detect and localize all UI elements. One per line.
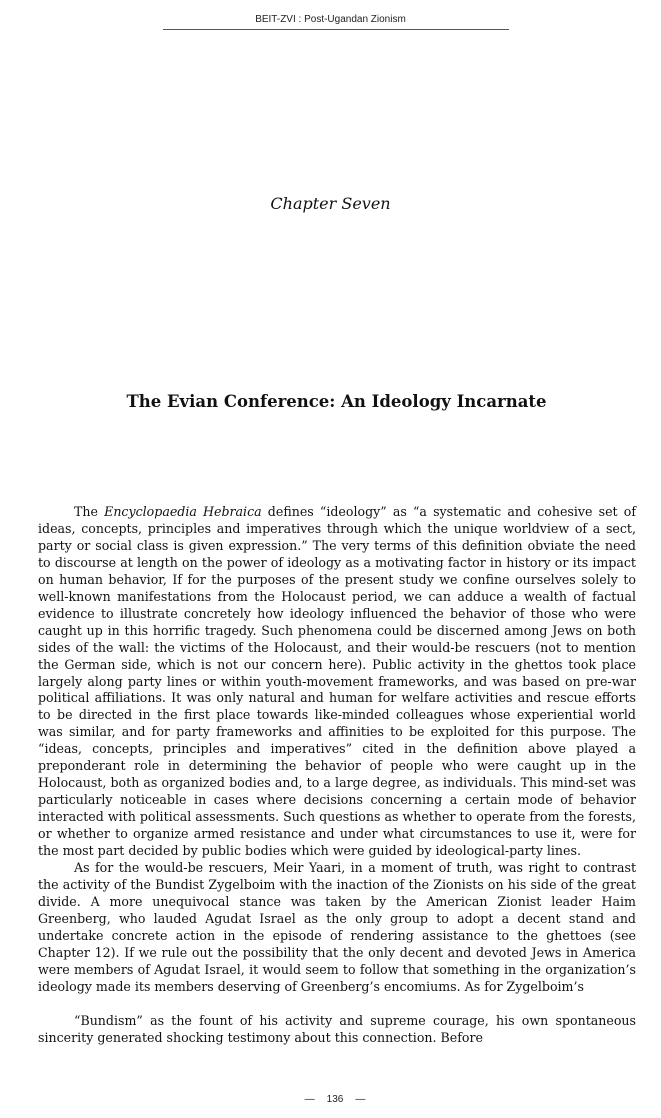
- running-header: BEIT-ZVI : Post-Ugandan Zionism: [255, 14, 406, 25]
- header-rule: [163, 29, 509, 30]
- page-number: 136: [326, 1094, 344, 1105]
- paragraph-2: As for the would-be rescuers, Meir Yaari, in a moment of truth, was right to contrast the activity of the Bundist Zygelboim with the inaction of the Zionists on his side of the great divide. A more unequivocal stance was taken by the American Zionist leader Haim Greenberg, who lauded Agudat Israel as the only group to adopt a decent stand and undertake concrete action in the episode of rendering assistance to the ghettoes (see Chapter 12). If we rule out the possibility that the only decent and devoted Jews in America were members of Agudat Israel, it would seem to follow that something in the organization’s ideology made its members deserving of Greenberg’s encomiums. As for Zygelboim’s: [38, 860, 636, 994]
- footer-dash-left: —: [304, 1094, 315, 1105]
- paragraph-1-rest: defines “ideology” as “a systematic and cohesive set of ideas, concepts, principles and imperatives through which the unique worldview of a sect, party or social class is given expression.” The very terms of this definition obviate the need to discourse at length on the power of ideology as a motivating factor in history or its impact on human behavior, If for the purposes of the present study we confine ourselves solely to well-known manifestations from the Holocaust period, we can adduce a wealth of factual evidence to illustrate concretely how ideology influenced the behavior of those who were caught up in this horrific tragedy. Such phenomena could be discerned among Jews on both sides of the wall: the victims of the Holocaust, and their would-be rescuers (not to mention the German side, which is not our concern here). Public activity in the ghettos took place largely along party lines or within youth-movement frameworks, and was based on pre-war political affiliations. It was only natural and human for welfare activities and rescue efforts to be directed in the first place towards like-minded colleagues whose experiential world was similar, and for party frameworks and affinities to be exploited for this purpose. The “ideas, concepts, principles and imperatives” cited in the definition above played a preponderant role in determining the behavior of people who were caught up in the Holocaust, both as organized bodies and, to a large degree, as individuals. This mind-set was particularly noticeable in cases where decisions concerning a certain mode of behavior interacted with political assessments. Such questions as whether to operate from the forests, or whether to organize armed resistance and under what circumstances to use it, were for the most part decided by public bodies which were guided by ideological-party lines.: [38, 504, 637, 859]
- paragraph-1-lead: The: [74, 504, 105, 519]
- paragraph-1: [38, 504, 636, 860]
- chapter-title: The Evian Conference: An Ideology Incarnate: [126, 392, 547, 411]
- body-text: [38, 504, 636, 1047]
- footer-dash-right: —: [355, 1094, 366, 1105]
- paragraph-3: “Bundism” as the fount of his activity and supreme courage, his own spontaneous sincerity generated shocking testimony about this connection. Before: [38, 1012, 636, 1045]
- chapter-label: Chapter Seven: [270, 194, 391, 213]
- encyclopedia-title: Encyclopaedia Hebraica: [104, 504, 262, 519]
- page-footer: [0, 1094, 661, 1105]
